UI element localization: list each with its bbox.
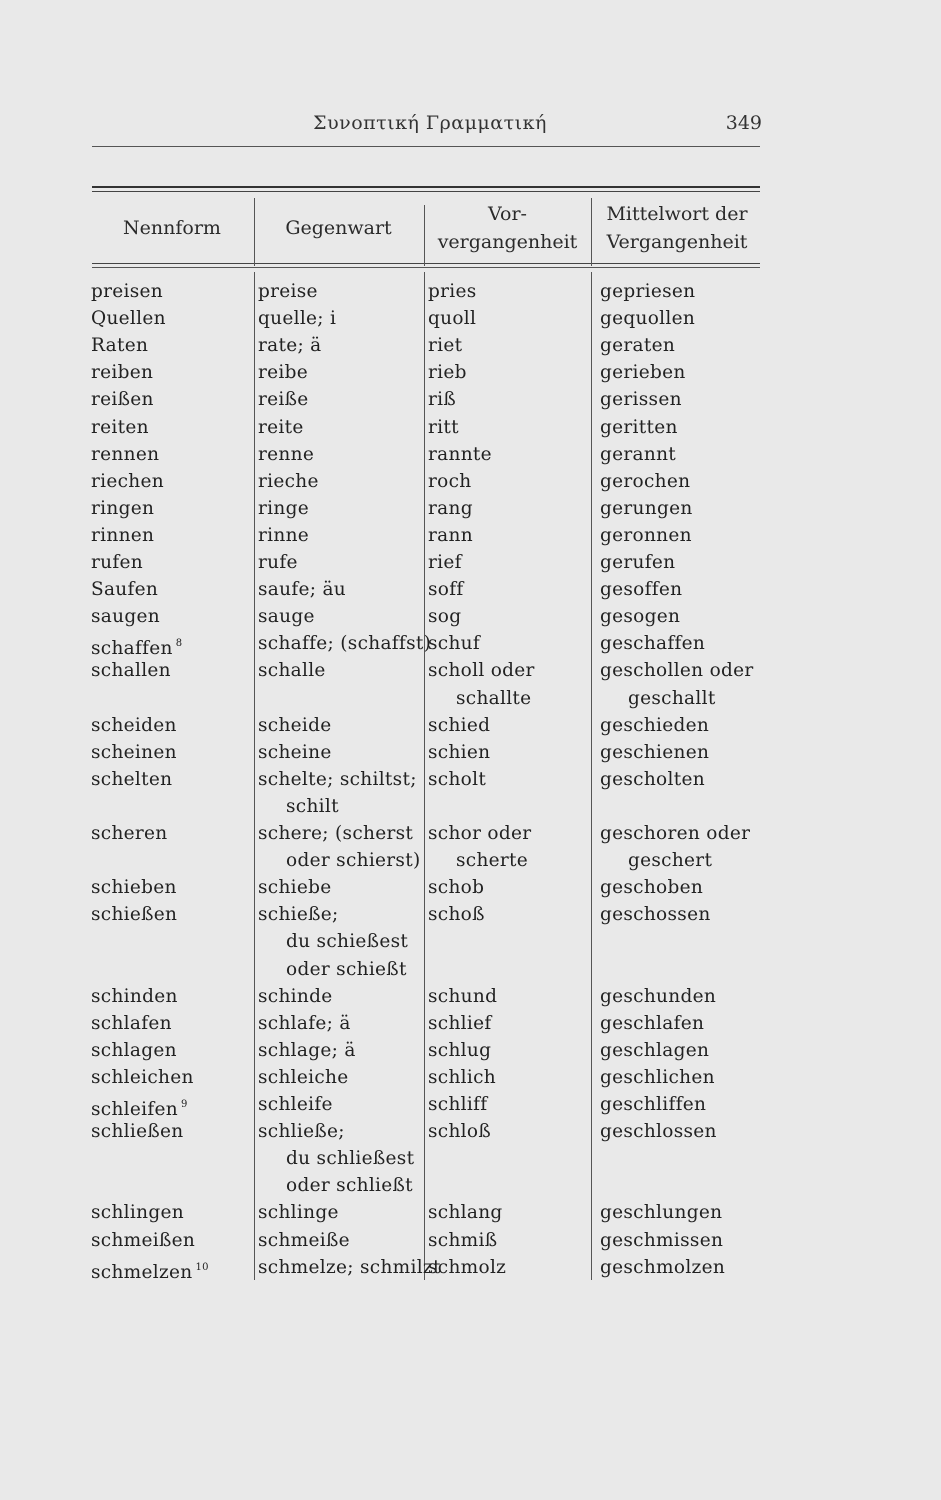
cell-vorvergangenheit-text: riß: [428, 389, 457, 411]
cell-mittelwort: [600, 902, 711, 928]
cell-mittelwort: [600, 442, 676, 468]
cell-gegenwart-text: schelte; schiltst;: [258, 768, 417, 790]
cell-nennform-text: schieben: [91, 877, 177, 899]
cell-gegenwart: [258, 713, 332, 739]
cell-vorvergangenheit: [428, 1092, 487, 1118]
cell-mittelwort: [600, 713, 709, 739]
cell-mittelwort: [600, 469, 690, 495]
cell-vorvergangenheit: [428, 333, 462, 359]
cell-mittelwort: [600, 1119, 717, 1145]
cell-gegenwart-text: schere; (scherst: [258, 823, 414, 844]
cell-vorvergangenheit-text: rann: [428, 524, 473, 546]
column-divider: [254, 198, 255, 266]
cell-gegenwart: [258, 1011, 351, 1037]
cell-mittelwort: [600, 415, 678, 441]
cell-vorvergangenheit: [428, 713, 490, 739]
cell-mittelwort: [600, 984, 716, 1010]
cell-gegenwart-text: ringe: [258, 497, 309, 519]
cell-gegenwart: [286, 1173, 413, 1199]
cell-vorvergangenheit: [428, 902, 485, 928]
cell-mittelwort-text: geschieden: [600, 714, 710, 736]
cell-vorvergangenheit-text: schmolz: [428, 1256, 507, 1278]
cell-gegenwart-text: saufe; äu: [258, 579, 346, 601]
cell-nennform: [91, 279, 163, 305]
cell-vorvergangenheit-text: rief: [428, 552, 462, 573]
cell-vorvergangenheit-text: schied: [428, 714, 491, 736]
cell-nennform-text: schleichen: [91, 1066, 194, 1088]
cell-nennform: [91, 496, 154, 522]
cell-nennform: [91, 523, 154, 549]
cell-gegenwart-text: rinne: [258, 524, 310, 546]
cell-mittelwort-text: geschallt: [628, 687, 716, 709]
cell-mittelwort: [600, 1255, 725, 1281]
cell-nennform: [91, 1119, 183, 1145]
cell-gegenwart-text: schließe;: [258, 1121, 345, 1143]
cell-gegenwart: [258, 631, 431, 657]
cell-mittelwort-text: geschliffen: [600, 1094, 707, 1115]
cell-vorvergangenheit-text: schloß: [428, 1121, 491, 1143]
cell-mittelwort-text: gerannt: [600, 443, 677, 465]
cell-gegenwart: [258, 1119, 345, 1145]
cell-gegenwart-text: rufe: [258, 552, 298, 573]
cell-mittelwort-text: gescholten: [600, 768, 705, 790]
cell-gegenwart: [258, 821, 413, 847]
cell-nennform-text: schmelzen: [91, 1261, 193, 1283]
cell-gegenwart-text: du schießest: [286, 931, 409, 953]
cell-vorvergangenheit: [428, 631, 480, 657]
cell-vorvergangenheit: [428, 387, 456, 413]
cell-mittelwort-text: geschollen oder: [600, 660, 754, 682]
cell-nennform-text: schinden: [91, 985, 178, 1007]
cell-gegenwart-text: reite: [258, 416, 304, 438]
cell-gegenwart-text: oder schießt: [286, 958, 407, 980]
cell-gegenwart-text: reiße: [258, 389, 309, 411]
cell-gegenwart: [258, 875, 332, 901]
cell-vorvergangenheit: [428, 767, 486, 793]
cell-vorvergangenheit-text: schien: [428, 741, 491, 763]
cell-vorvergangenheit: [428, 1228, 497, 1254]
cell-vorvergangenheit: [428, 577, 464, 603]
cell-vorvergangenheit-text: ritt: [428, 416, 459, 438]
cell-gegenwart: [258, 1228, 350, 1254]
cell-vorvergangenheit-text: schallte: [456, 687, 532, 709]
cell-mittelwort-text: gerissen: [600, 389, 682, 411]
cell-nennform-text: schließen: [91, 1121, 184, 1143]
cell-nennform: [91, 360, 153, 386]
cell-mittelwort: [600, 1038, 709, 1064]
cell-mittelwort-text: geschunden: [600, 985, 717, 1007]
cell-vorvergangenheit-text: schob: [428, 877, 485, 899]
cell-gegenwart: [258, 902, 339, 928]
cell-gegenwart: [286, 1146, 414, 1172]
header-bottom-rule-thin: [92, 267, 760, 268]
cell-gegenwart-text: schinde: [258, 985, 333, 1007]
cell-mittelwort-text: gepriesen: [600, 281, 696, 302]
cell-gegenwart: [258, 604, 315, 630]
cell-gegenwart: [258, 1255, 441, 1281]
cell-vorvergangenheit: [428, 469, 471, 495]
cell-gegenwart-text: schleife: [258, 1094, 333, 1115]
cell-mittelwort-text: geschlagen: [600, 1039, 710, 1061]
cell-vorvergangenheit: [428, 604, 461, 630]
cell-gegenwart: [258, 577, 346, 603]
column-header-vorvergangenheit: Vor- vergangenheit: [437, 203, 578, 253]
cell-vorvergangenheit-text: rannte: [428, 443, 492, 465]
cell-nennform-text: saugen: [91, 606, 160, 628]
cell-mittelwort: [628, 848, 712, 874]
cell-gegenwart-text: scheide: [258, 714, 332, 736]
cell-gegenwart-text: schlafe; ä: [258, 1012, 351, 1034]
cell-vorvergangenheit: [428, 1200, 503, 1226]
cell-vorvergangenheit: [428, 821, 531, 847]
cell-mittelwort-text: geritten: [600, 416, 678, 438]
cell-nennform-text: schlingen: [91, 1202, 184, 1224]
cell-nennform: [91, 713, 177, 739]
cell-mittelwort: [600, 1065, 715, 1091]
cell-gegenwart: [258, 333, 322, 359]
cell-vorvergangenheit-text: schmiß: [428, 1229, 498, 1251]
cell-nennform: [91, 333, 148, 359]
running-title: Συνοπτική Γραμματική: [313, 112, 547, 134]
cell-gegenwart: [258, 387, 309, 413]
cell-vorvergangenheit-text: riet: [428, 335, 463, 357]
cell-nennform: [91, 604, 160, 630]
cell-nennform-text: rufen: [91, 552, 143, 573]
cell-nennform-text: schleifen: [91, 1099, 178, 1120]
cell-mittelwort-text: geraten: [600, 335, 676, 357]
cell-vorvergangenheit: [428, 496, 473, 522]
cell-gegenwart: [258, 984, 333, 1010]
cell-vorvergangenheit-text: rang: [428, 497, 473, 519]
cell-gegenwart-text: du schließest: [286, 1148, 415, 1170]
cell-nennform-text: riechen: [91, 470, 164, 492]
cell-mittelwort-text: gerieben: [600, 362, 686, 384]
cell-nennform: [91, 1255, 209, 1286]
cell-nennform-text: rinnen: [91, 524, 155, 546]
cell-mittelwort: [600, 604, 680, 630]
cell-vorvergangenheit: [428, 550, 462, 576]
cell-vorvergangenheit-text: pries: [428, 281, 477, 302]
cell-gegenwart: [258, 1065, 348, 1091]
cell-nennform-text: preisen: [91, 281, 164, 302]
cell-vorvergangenheit: [456, 848, 528, 874]
cell-mittelwort-text: geschlungen: [600, 1202, 723, 1224]
column-divider: [254, 272, 255, 1280]
cell-nennform-text: Quellen: [91, 308, 166, 330]
cell-vorvergangenheit-text: schuf: [428, 633, 481, 655]
cell-vorvergangenheit: [428, 279, 477, 305]
cell-mittelwort-text: gequollen: [600, 308, 696, 330]
cell-nennform: [91, 442, 159, 468]
cell-mittelwort-text: gerungen: [600, 497, 693, 519]
cell-mittelwort: [600, 387, 682, 413]
column-divider: [591, 198, 592, 266]
cell-nennform: [91, 577, 158, 603]
cell-mittelwort-text: gesogen: [600, 606, 681, 628]
cell-mittelwort: [600, 523, 692, 549]
cell-mittelwort: [600, 496, 693, 522]
footnote-marker: 10: [195, 1261, 209, 1273]
footnote-marker: 8: [175, 638, 183, 650]
cell-vorvergangenheit-text: scholt: [428, 768, 487, 790]
cell-mittelwort-text: geschlossen: [600, 1121, 717, 1143]
cell-mittelwort: [600, 550, 675, 576]
cell-gegenwart-text: reibe: [258, 362, 308, 384]
cell-mittelwort: [600, 333, 675, 359]
cell-mittelwort-text: geschoren oder: [600, 823, 751, 844]
cell-vorvergangenheit: [428, 1119, 491, 1145]
header-rule: [92, 146, 760, 147]
cell-mittelwort-text: gerufen: [600, 552, 676, 573]
cell-vorvergangenheit-text: schor oder: [428, 823, 532, 844]
cell-vorvergangenheit-text: scherte: [456, 850, 529, 872]
cell-vorvergangenheit-text: quoll: [428, 308, 477, 330]
cell-mittelwort-text: geschienen: [600, 741, 710, 763]
cell-gegenwart-text: renne: [258, 443, 315, 465]
cell-nennform-text: reißen: [91, 389, 154, 411]
cell-nennform-text: reiten: [91, 416, 149, 438]
cell-vorvergangenheit-text: schlich: [428, 1066, 496, 1088]
footnote-marker: 9: [180, 1099, 188, 1110]
column-header-gegenwart: Gegenwart: [285, 217, 392, 239]
cell-nennform: [91, 658, 171, 684]
cell-mittelwort: [600, 1228, 723, 1254]
cell-mittelwort: [600, 1200, 722, 1226]
cell-gegenwart-text: schlage; ä: [258, 1039, 356, 1061]
cell-vorvergangenheit-text: soff: [428, 579, 464, 601]
cell-gegenwart: [258, 658, 326, 684]
cell-mittelwort: [600, 279, 695, 305]
cell-vorvergangenheit: [428, 740, 490, 766]
cell-mittelwort-text: geschert: [628, 850, 713, 872]
cell-nennform-text: Raten: [91, 335, 149, 357]
cell-nennform: [91, 1200, 184, 1226]
cell-vorvergangenheit: [428, 306, 476, 332]
cell-mittelwort-text: geschlafen: [600, 1012, 705, 1034]
column-divider: [424, 272, 425, 1280]
cell-gegenwart: [258, 1092, 333, 1118]
cell-gegenwart: [258, 740, 332, 766]
cell-vorvergangenheit-text: sog: [428, 606, 462, 628]
cell-nennform: [91, 469, 164, 495]
cell-nennform: [91, 1228, 195, 1254]
table-top-rule-thin: [92, 191, 760, 192]
cell-nennform: [91, 415, 149, 441]
cell-nennform: [91, 902, 177, 928]
cell-gegenwart-text: schaffe; (schaffst): [258, 633, 432, 655]
cell-mittelwort-text: geschaffen: [600, 633, 706, 655]
cell-gegenwart-text: rate; ä: [258, 335, 322, 357]
cell-gegenwart-text: quelle; i: [258, 308, 337, 330]
cell-gegenwart: [258, 306, 336, 332]
cell-vorvergangenheit: [428, 984, 497, 1010]
cell-vorvergangenheit-text: schlang: [428, 1202, 503, 1224]
cell-gegenwart: [258, 360, 308, 386]
header-bottom-rule: [92, 263, 760, 264]
cell-vorvergangenheit: [456, 686, 531, 712]
cell-vorvergangenheit: [428, 1011, 492, 1037]
cell-nennform: [91, 740, 177, 766]
cell-nennform-text: scheinen: [91, 741, 177, 763]
cell-nennform: [91, 387, 154, 413]
cell-mittelwort: [600, 740, 709, 766]
cell-nennform: [91, 1011, 172, 1037]
cell-gegenwart: [258, 767, 417, 793]
cell-nennform-text: scheiden: [91, 714, 177, 736]
cell-gegenwart-text: schiebe: [258, 877, 332, 899]
column-header-nennform: Nennform: [123, 217, 221, 239]
cell-mittelwort: [600, 360, 686, 386]
cell-gegenwart: [286, 929, 408, 955]
cell-mittelwort: [600, 1092, 706, 1118]
cell-nennform: [91, 306, 166, 332]
cell-vorvergangenheit-text: schliff: [428, 1094, 488, 1115]
page-number: 349: [725, 112, 762, 134]
cell-mittelwort-text: geschmissen: [600, 1229, 724, 1251]
cell-mittelwort: [600, 658, 754, 684]
cell-gegenwart-text: scheine: [258, 741, 332, 763]
cell-nennform-text: ringen: [91, 497, 155, 519]
cell-nennform-text: schmeißen: [91, 1229, 196, 1251]
cell-gegenwart-text: schlinge: [258, 1202, 339, 1224]
cell-gegenwart-text: schmeiße: [258, 1229, 350, 1251]
cell-gegenwart: [286, 794, 339, 820]
cell-vorvergangenheit: [428, 1255, 506, 1281]
cell-nennform: [91, 984, 178, 1010]
cell-nennform-text: rennen: [91, 443, 160, 465]
cell-gegenwart: [258, 1038, 356, 1064]
cell-nennform-text: schelten: [91, 768, 173, 790]
cell-vorvergangenheit-text: schoß: [428, 904, 485, 926]
cell-mittelwort: [628, 686, 716, 712]
cell-mittelwort: [600, 631, 705, 657]
cell-gegenwart: [258, 550, 298, 576]
cell-vorvergangenheit-text: schlief: [428, 1012, 492, 1034]
cell-gegenwart-text: rieche: [258, 470, 319, 492]
cell-nennform: [91, 821, 168, 847]
cell-gegenwart-text: schleiche: [258, 1066, 349, 1088]
cell-mittelwort: [600, 577, 682, 603]
cell-gegenwart-text: schmelze; schmilzt: [258, 1256, 441, 1278]
cell-nennform: [91, 875, 177, 901]
cell-nennform-text: schlafen: [91, 1012, 172, 1034]
cell-nennform: [91, 1065, 194, 1091]
cell-mittelwort: [600, 767, 705, 793]
column-divider: [424, 205, 425, 266]
cell-vorvergangenheit: [428, 1065, 496, 1091]
cell-gegenwart: [258, 279, 318, 305]
cell-vorvergangenheit-text: schund: [428, 985, 498, 1007]
cell-vorvergangenheit-text: rieb: [428, 362, 467, 384]
cell-mittelwort: [600, 306, 695, 332]
cell-mittelwort-text: gerochen: [600, 470, 691, 492]
cell-vorvergangenheit-text: scholl oder: [428, 660, 535, 682]
cell-vorvergangenheit: [428, 1038, 491, 1064]
cell-mittelwort-text: geronnen: [600, 524, 692, 546]
cell-gegenwart: [258, 469, 319, 495]
cell-mittelwort: [600, 821, 750, 847]
cell-mittelwort-text: geschmolzen: [600, 1256, 726, 1278]
cell-nennform-text: schlagen: [91, 1039, 177, 1061]
cell-gegenwart: [286, 848, 420, 874]
cell-vorvergangenheit: [428, 523, 473, 549]
cell-nennform-text: schallen: [91, 660, 171, 682]
table-top-rule: [92, 186, 760, 188]
column-divider: [591, 272, 592, 1280]
cell-gegenwart-text: oder schließt: [286, 1175, 413, 1197]
cell-gegenwart: [286, 957, 407, 983]
cell-gegenwart-text: preise: [258, 281, 318, 302]
cell-mittelwort-text: geschossen: [600, 904, 711, 926]
cell-gegenwart: [258, 415, 304, 441]
cell-vorvergangenheit: [428, 442, 492, 468]
column-header-mittelwort: Mittelwort der Vergangenheit: [606, 203, 748, 253]
cell-gegenwart: [258, 1200, 339, 1226]
cell-gegenwart: [258, 496, 309, 522]
cell-gegenwart-text: oder schierst): [286, 850, 421, 872]
cell-vorvergangenheit: [428, 415, 459, 441]
cell-nennform: [91, 550, 143, 576]
cell-mittelwort: [600, 1011, 704, 1037]
cell-nennform: [91, 767, 172, 793]
cell-gegenwart-text: schalle: [258, 660, 326, 682]
cell-vorvergangenheit-text: schlug: [428, 1039, 492, 1061]
cell-nennform-text: schaffen: [91, 638, 173, 660]
cell-mittelwort-text: geschlichen: [600, 1066, 715, 1088]
cell-gegenwart: [258, 442, 314, 468]
cell-vorvergangenheit-text: roch: [428, 470, 472, 492]
cell-mittelwort: [600, 875, 703, 901]
cell-nennform: [91, 1038, 177, 1064]
cell-mittelwort-text: geschoben: [600, 877, 704, 899]
cell-nennform-text: schießen: [91, 904, 178, 926]
cell-mittelwort-text: gesoffen: [600, 579, 683, 601]
cell-vorvergangenheit: [428, 875, 484, 901]
cell-nennform-text: scheren: [91, 823, 168, 844]
cell-gegenwart: [258, 523, 309, 549]
cell-gegenwart-text: sauge: [258, 606, 315, 628]
cell-nennform-text: Saufen: [91, 579, 159, 601]
cell-vorvergangenheit: [428, 360, 467, 386]
cell-gegenwart-text: schieße;: [258, 904, 339, 926]
cell-vorvergangenheit: [428, 658, 535, 684]
cell-gegenwart-text: schilt: [286, 795, 339, 817]
cell-nennform-text: reiben: [91, 362, 154, 384]
